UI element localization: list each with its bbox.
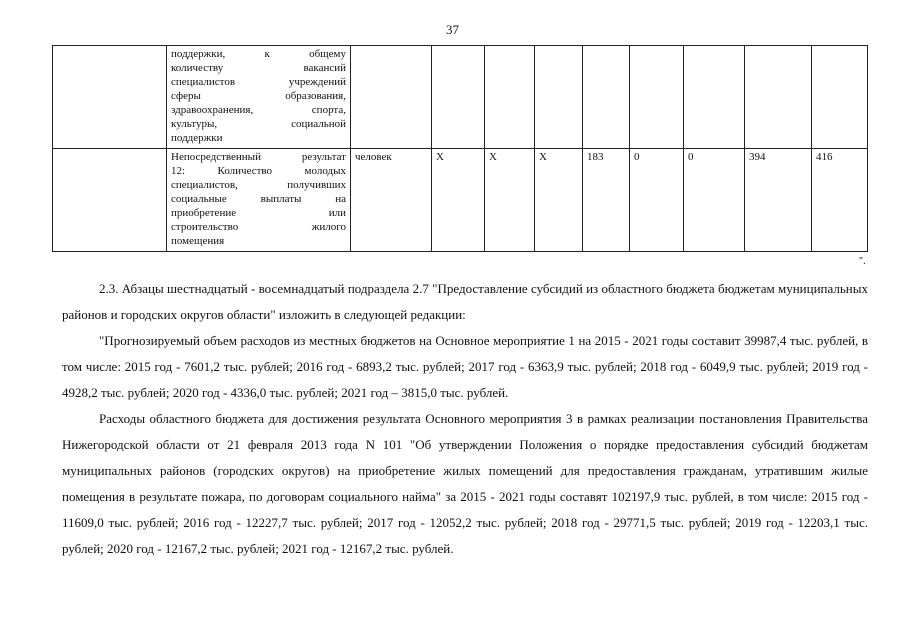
paragraph: Расходы областного бюджета для достижения результата Основного мероприятия 3 в рамках реализации постановления Правительства Нижегородской области от 21 февраля 2013 года N 101 "Об утверждении Положения о порядке предоставления субсидий бюджетам муниципальных районов (городских округов) на приобретение жилых помещений для предоставления гражданам, утратившим жилые помещения в результате пожара, по договорам социального найма" за 2015 - 2021 годы составят 102197,9 тыс. рублей, в том числе: 2015 год - 11609,0 тыс. рублей; 2016 год - 12227,7 тыс. рублей; 2017 год - 12052,2 тыс. рублей; 2018 год - 29771,5 тыс. рублей; 2019 год - 12203,1 тыс. рублей; 2020 год - 12167,2 тыс. рублей; 2021 год - 12167,2 тыс. рублей. [62, 411, 868, 556]
table-cell-value: X [485, 149, 535, 252]
table-cell-description: Непосредственный результат 12: Количество молодых специалистов, получивших социальные выплаты на приобретение или строительство жилого помещения [167, 149, 351, 252]
table-cell-value: X [432, 149, 485, 252]
table-cell-unit: человек [351, 149, 432, 252]
table-cell-value [432, 46, 485, 149]
table-cell-value: 416 [812, 149, 868, 252]
table-cell-unit [351, 46, 432, 149]
table-cell-value: 0 [630, 149, 684, 252]
table-cell-value: 183 [583, 149, 630, 252]
body-text [62, 276, 868, 562]
table-cell-number [53, 149, 167, 252]
table-cell-value: 394 [745, 149, 812, 252]
table-cell-number [53, 46, 167, 149]
table-cell-value [745, 46, 812, 149]
table-cell-value [684, 46, 745, 149]
table-cell-value [812, 46, 868, 149]
table-cell-value: X [535, 149, 583, 252]
table-row [53, 46, 868, 149]
table-cell-description: поддержки, к общему количеству вакансий специалистов учреждений сферы образования, здравоохранения, спорта, культуры, социальной поддержки [167, 46, 351, 149]
table-cell-value [485, 46, 535, 149]
page-number: 37 [446, 22, 459, 37]
closing-quote: ". [859, 256, 866, 267]
table-cell-value: 0 [684, 149, 745, 252]
table-cell-value [583, 46, 630, 149]
paragraph: "Прогнозируемый объем расходов из местных бюджетов на Основное мероприятие 1 на 2015 - 2021 годы составит 39987,4 тыс. рублей, в том числе: 2015 год - 7601,2 тыс. рублей; 2016 год - 6893,2 тыс. рублей; 2017 год - 6363,9 тыс. рублей; 2018 год - 6049,9 тыс. рублей; 2019 год - 4928,2 тыс. рублей; 2020 год - 4336,0 тыс. рублей; 2021 год – 3815,0 тыс. рублей. [62, 333, 868, 400]
table-row [53, 149, 868, 252]
paragraph: 2.3. Абзацы шестнадцатый - восемнадцатый подраздела 2.7 "Предоставление субсидий из областного бюджета бюджетам муниципальных районов и городских округов области" изложить в следующей редакции: [62, 281, 868, 322]
table-cell-value [535, 46, 583, 149]
indicator-table [52, 45, 868, 252]
table-cell-value [630, 46, 684, 149]
